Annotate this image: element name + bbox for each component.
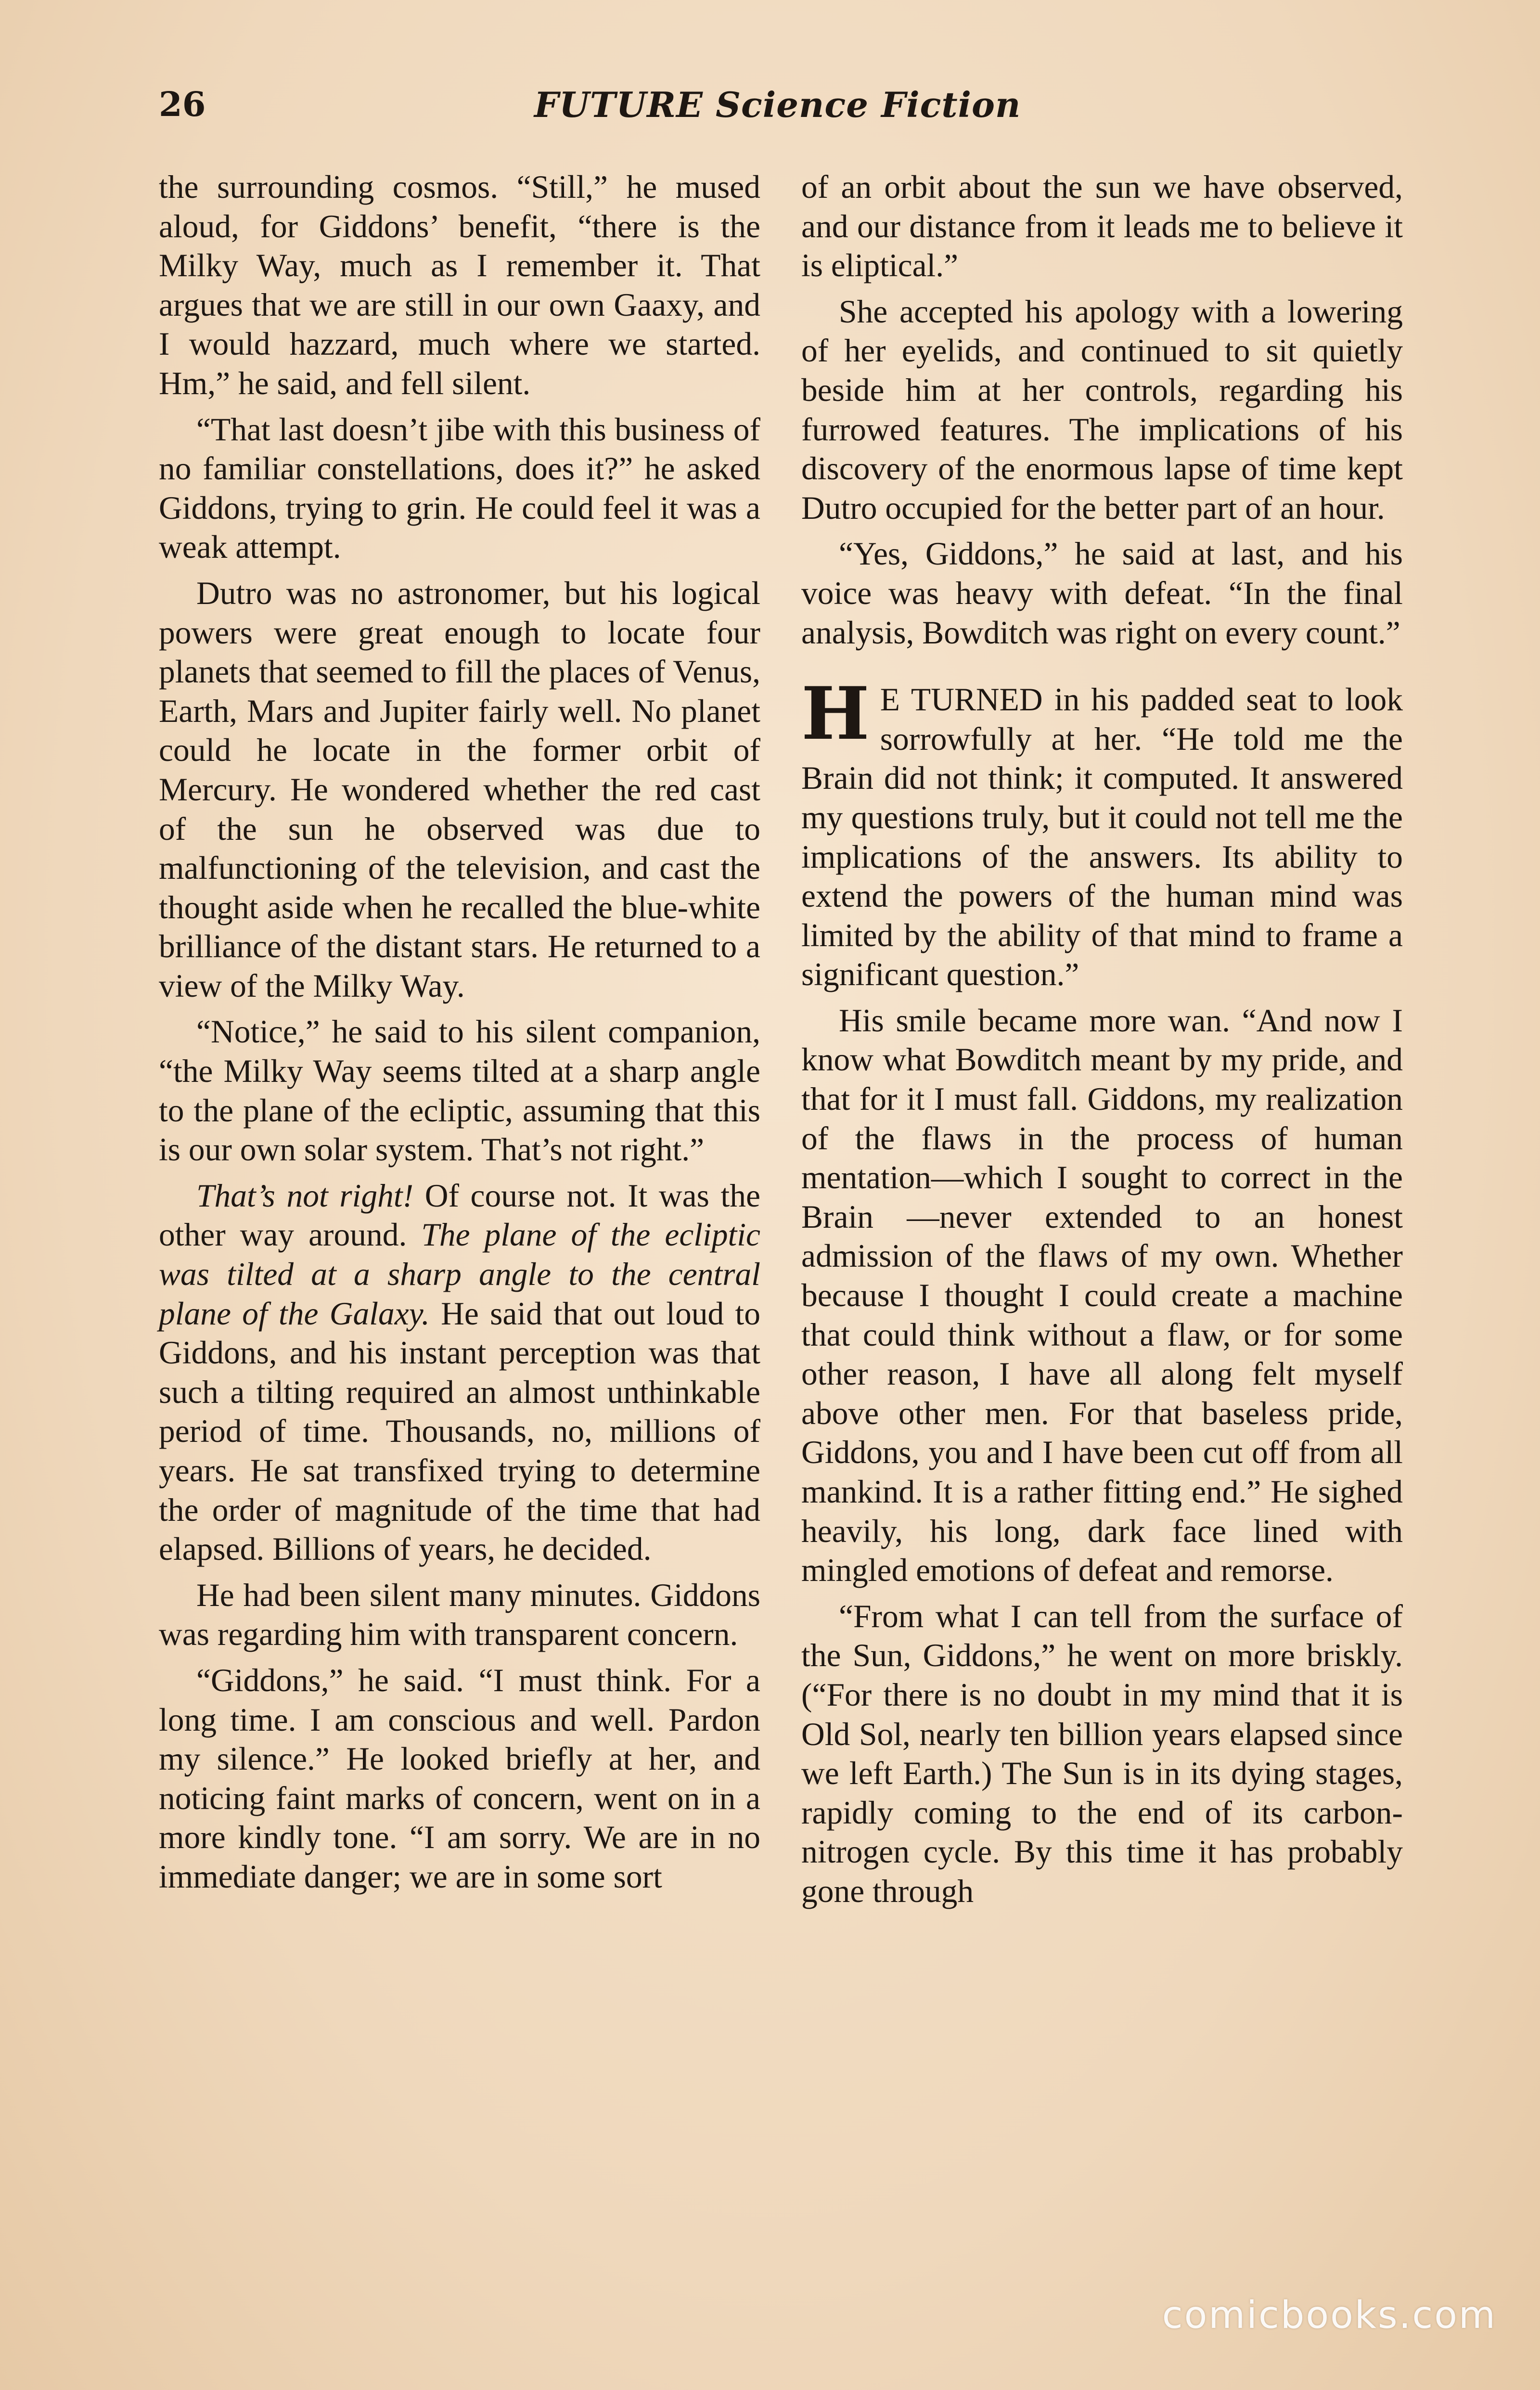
paragraph: She accepted his apology with a lowering of her eyelids, and continued to sit quietly beside him at her controls, regarding his furrowed features. The implications of his discovery of the enormous lapse of time kept Dutro occupied for the better part of an hour. (801, 293, 1403, 526)
watermark: comicbooks.com (1162, 2294, 1497, 2337)
paragraph: of an orbit about the sun we have observed, and our distance from it leads me to believe it is eliptical.” (801, 169, 1403, 284)
drop-cap: H (801, 671, 870, 757)
paragraph: Dutro was no astronomer, but his logical powers were great enough to locate four planets that seemed to fill the places of Venus, Earth, Mars and Jupiter fairly well. No planet could he locate in the former orbit of Mercury. He wondered whether the red cast of the sun he observed was due to malfunctioning of the television, and cast the thought aside when he recalled the blue-white brilliance of the distant stars. He returned to a view of the Milky Way. (159, 575, 760, 1004)
paragraph-text: He said that out loud to Giddons, and his instant perception was that such a tilting required an almost unthinkable period of time. Thousands, no, millions of years. He sat transfixed trying to determine the order of magnitude of the time that had elapsed. Billions of years, he decided. (159, 1295, 760, 1568)
page-number: 26 (159, 84, 206, 124)
paragraph-text: E TURNED in his padded seat to look sorrowfully at her. “He told me the Brain did not think; it computed. It answered my questions truly, but it could not tell me the implications of the answers. Its ability to extend the powers of the human mind was limited by the ability of that mind to frame a significant question.” (801, 681, 1403, 993)
right-column (801, 167, 1403, 1918)
paragraph: “Giddons,” he said. “I must think. For a long time. I am conscious and well. Pardon my silence.” He looked briefly at her, and noticing faint marks of concern, went on in a more kindly tone. “I am sorry. We are in no immediate danger; we are in some sort (159, 1662, 760, 1895)
paragraph-text: Of course not. It was the other way around. (159, 1177, 760, 1253)
paragraph: He had been silent many minutes. Giddons was regarding him with transparent concern. (159, 1577, 760, 1653)
italic-text: That’s not right! (196, 1177, 414, 1214)
paragraph: “Yes, Giddons,” he said at last, and his voice was heavy with defeat. “In the final analysis, Bowditch was right on every count.” (801, 536, 1403, 651)
paragraph: “Notice,” he said to his silent companion, “the Milky Way seems tilted at a sharp angle to the plane of the ecliptic, assuming that this is our own solar system. That’s not right.” (159, 1014, 760, 1168)
page-header (159, 84, 1405, 137)
paragraph (159, 1176, 760, 1569)
paragraph: the surrounding cosmos. “Still,” he mused aloud, for Giddons’ benefit, “there is the Milky Way, much as I remember it. That argues that we are still in our own Gaaxy, and I would hazzard, much where we started. Hm,” he said, and fell silent. (159, 169, 760, 401)
running-title: FUTURE Science Fiction (534, 84, 1021, 125)
section-opening-paragraph (801, 671, 1403, 994)
paragraph: “From what I can tell from the surface of the Sun, Giddons,” he went on more briskly. (“For there is no doubt in my mind that it is Old Sol, nearly ten billion years elapsed since we left Earth.) The Sun is in its dying stages, rapidly coming to the end of its carbon-nitrogen cycle. By this time it has probably gone through (801, 1598, 1403, 1909)
paragraph: “That last doesn’t jibe with this business of no familiar constellations, does it?” he asked Giddons, trying to grin. He could feel it was a weak attempt. (159, 411, 760, 565)
italic-text: The plane of the ecliptic was tilted at a sharp angle to the central plane of the Galaxy. (159, 1217, 760, 1332)
paragraph: His smile became more wan. “And now I know what Bowditch meant by my pride, and that for it I must fall. Giddons, my realization of the flaws in the process of human mentation—which I sought to correct in the Brain —never extended to an honest admission of the flaws of my own. Whether because I thought I could create a machine that could think without a flaw, or for some other reason, I have all along felt myself above other men. For that baseless pride, Giddons, you and I have been cut off from all mankind. It is a rather fitting end.” He sighed heavily, his long, dark face lined with mingled emotions of defeat and remorse. (801, 1002, 1403, 1589)
left-column (159, 167, 760, 1903)
